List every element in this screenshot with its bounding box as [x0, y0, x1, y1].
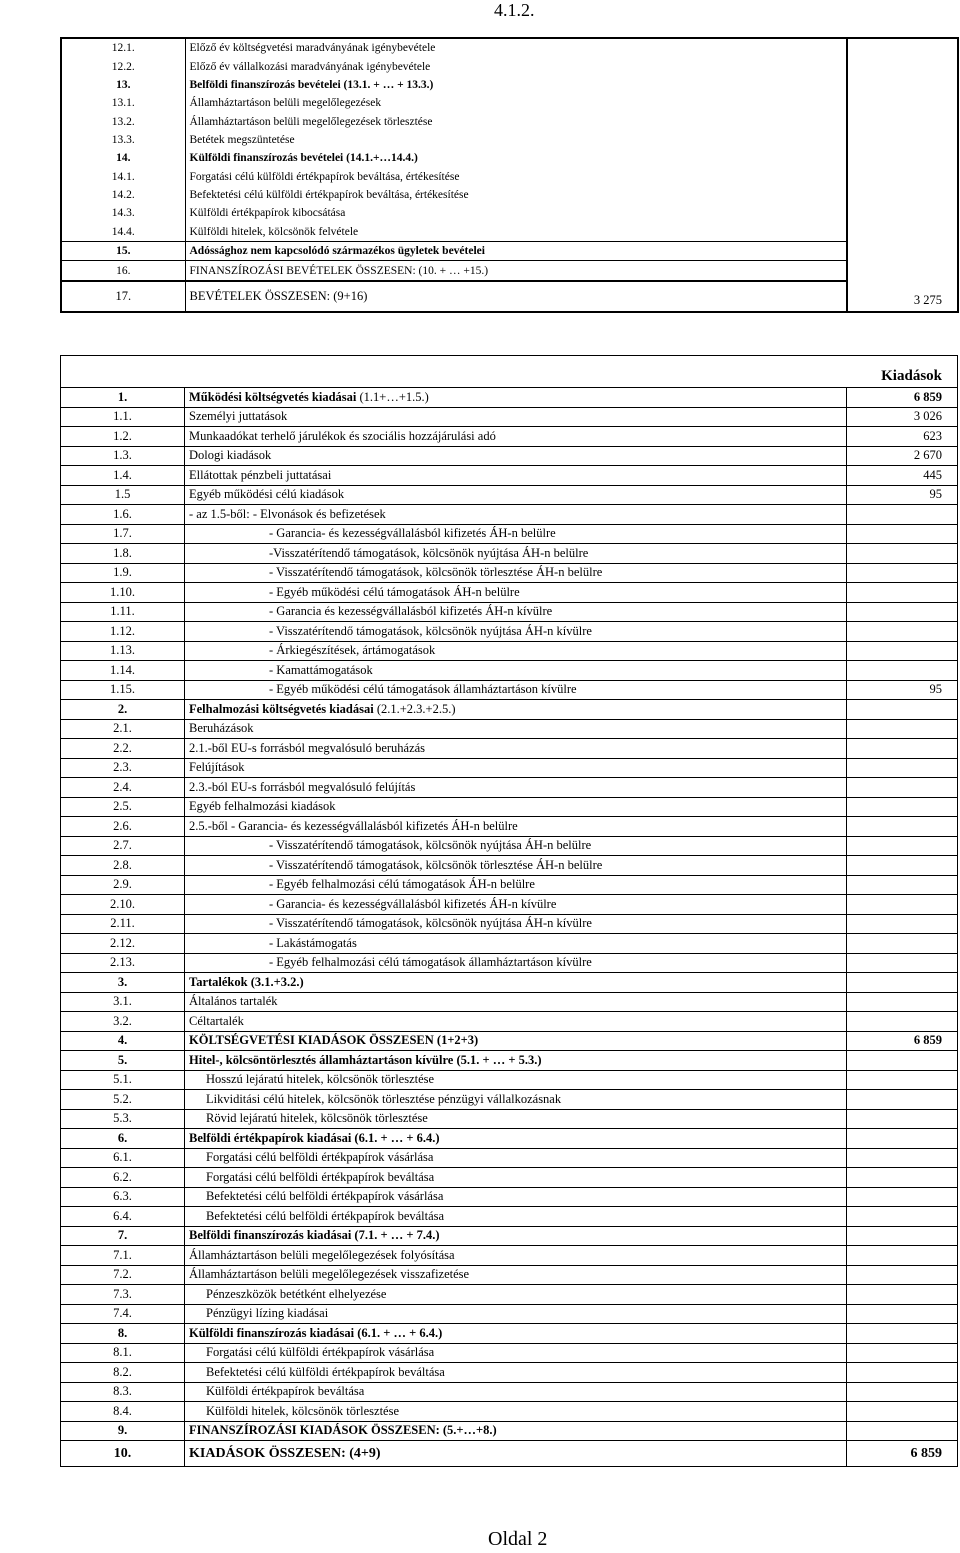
- revenue-table: [60, 37, 959, 313]
- row-label: Tartalékok (3.1.+3.2.): [185, 973, 847, 993]
- row-label: - Lakástámogatás: [185, 934, 847, 954]
- row-code: 2.11.: [61, 914, 185, 934]
- row-code: 3.: [61, 973, 185, 993]
- row-value: [847, 1051, 958, 1071]
- row-value: [847, 1012, 958, 1032]
- table-row: [61, 446, 958, 466]
- row-code: 2.7.: [61, 836, 185, 856]
- row-code: 2.12.: [61, 934, 185, 954]
- row-label: Betétek megszüntetése: [189, 133, 295, 146]
- row-code: 6.4.: [61, 1207, 185, 1227]
- row-code: 1.1.: [61, 407, 185, 427]
- row-value: [847, 895, 958, 915]
- row-value: [847, 1129, 958, 1149]
- row-code: 1.7.: [61, 524, 185, 544]
- table-row: [61, 76, 958, 94]
- table-row: [61, 1090, 958, 1110]
- row-value: [847, 1324, 958, 1344]
- row-value: [847, 778, 958, 798]
- row-code: 10.: [61, 1441, 185, 1467]
- row-value: [847, 131, 958, 149]
- row-code: 14.1.: [61, 168, 185, 186]
- row-label: - Kamattámogatások: [185, 661, 847, 681]
- row-code: 5.3.: [61, 1109, 185, 1129]
- table-row: [61, 112, 958, 130]
- row-value: [847, 953, 958, 973]
- table-row: [61, 778, 958, 798]
- table-row: [61, 1382, 958, 1402]
- row-label: - Árkiegészítések, ártámogatások: [185, 641, 847, 661]
- row-value: [847, 992, 958, 1012]
- row-label: 2.5.-ből - Garancia- és kezességvállalásból kifizetés ÁH-n belülre: [185, 817, 847, 837]
- row-value: [847, 112, 958, 130]
- row-value: 6 859: [847, 1441, 958, 1467]
- row-label: Általános tartalék: [185, 992, 847, 1012]
- row-label: Belföldi értékpapírok kiadásai (6.1. + … + 6.4.): [185, 1129, 847, 1149]
- row-value: [847, 204, 958, 222]
- row-code: 2.1.: [61, 719, 185, 739]
- expenditure-header-row: [61, 356, 958, 388]
- row-value: 2 670: [847, 446, 958, 466]
- row-label: - Visszatérítendő támogatások, kölcsönök nyújtása ÁH-n kívülre: [185, 622, 847, 642]
- table-row: [61, 1109, 958, 1129]
- row-code: 13.3.: [61, 131, 185, 149]
- row-label: 2.1.-ből EU-s forrásból megvalósuló beruházás: [185, 739, 847, 759]
- row-label: [185, 700, 847, 720]
- row-value: [847, 544, 958, 564]
- table-row: [61, 914, 958, 934]
- row-value: [847, 583, 958, 603]
- row-code: 5.2.: [61, 1090, 185, 1110]
- row-label: Pénzügyi lízing kiadásai: [185, 1304, 847, 1324]
- row-code: 14.2.: [61, 186, 185, 204]
- row-label: - Garancia- és kezességvállalásból kifizetés ÁH-n belülre: [185, 524, 847, 544]
- row-code: 8.2.: [61, 1363, 185, 1383]
- row-label: Hitel-, kölcsöntörlesztés államháztartáson kívülre (5.1. + … + 5.3.): [185, 1051, 847, 1071]
- row-code: 2.: [61, 700, 185, 720]
- row-value: [847, 1363, 958, 1383]
- table-row: [61, 505, 958, 525]
- table-row: [61, 934, 958, 954]
- row-value: [847, 914, 958, 934]
- row-value: [847, 661, 958, 681]
- table-row: [61, 1285, 958, 1305]
- row-code: 1.15.: [61, 680, 185, 700]
- row-value: [847, 1265, 958, 1285]
- row-value: [847, 602, 958, 622]
- table-row: [61, 241, 958, 260]
- row-value: [847, 261, 958, 281]
- row-label: - Garancia- és kezességvállalásból kifizetés ÁH-n kívülre: [185, 895, 847, 915]
- row-value: [847, 973, 958, 993]
- table-row: [61, 1421, 958, 1441]
- row-label: [185, 388, 847, 408]
- table-row: [61, 261, 958, 281]
- row-value: [847, 934, 958, 954]
- table-row: [61, 1343, 958, 1363]
- table-row: [61, 719, 958, 739]
- row-code: 2.9.: [61, 875, 185, 895]
- row-code: 14.: [61, 149, 185, 167]
- row-label: Rövid lejáratú hitelek, kölcsönök törlesztése: [185, 1109, 847, 1129]
- table-row: [61, 953, 958, 973]
- table-row: [61, 622, 958, 642]
- row-value: [847, 1090, 958, 1110]
- row-value: [847, 563, 958, 583]
- table-row: [61, 700, 958, 720]
- row-label: FINANSZÍROZÁSI KIADÁSOK ÖSSZESEN: (5.+…+8.): [185, 1421, 847, 1441]
- row-code: 8.4.: [61, 1402, 185, 1422]
- row-label: Befektetési célú külföldi értékpapírok beváltása, értékesítése: [189, 189, 469, 202]
- table-row: [61, 1070, 958, 1090]
- row-value: [847, 1304, 958, 1324]
- table-row: [61, 739, 958, 759]
- row-value: [847, 1226, 958, 1246]
- row-code: 6.3.: [61, 1187, 185, 1207]
- table-row: [61, 524, 958, 544]
- table-row: [61, 797, 958, 817]
- table-row: [61, 973, 958, 993]
- page-footer: Oldal 2: [488, 1528, 548, 1550]
- row-code: 1.9.: [61, 563, 185, 583]
- row-value: 3 275: [847, 281, 958, 312]
- table-row: [61, 563, 958, 583]
- row-code: 9.: [61, 1421, 185, 1441]
- row-value: [847, 223, 958, 242]
- table-row: [61, 204, 958, 222]
- row-value: [847, 1421, 958, 1441]
- table-row: [61, 131, 958, 149]
- row-label: 2.3.-ból EU-s forrásból megvalósuló felújítás: [185, 778, 847, 798]
- row-code: 16.: [61, 261, 185, 281]
- table-row: [61, 1129, 958, 1149]
- table-row: [61, 223, 958, 242]
- row-code: 4.: [61, 1031, 185, 1051]
- row-value: 95: [847, 485, 958, 505]
- row-value: [847, 875, 958, 895]
- row-label: Befektetési célú külföldi értékpapírok beváltása: [185, 1363, 847, 1383]
- table-row: [61, 388, 958, 408]
- row-label: Külföldi finanszírozás kiadásai (6.1. + … + 6.4.): [185, 1324, 847, 1344]
- row-label: Egyéb működési célú kiadások: [185, 485, 847, 505]
- row-label: BEVÉTELEK ÖSSZESEN: (9+16): [185, 281, 847, 312]
- row-code: 8.3.: [61, 1382, 185, 1402]
- row-label: - az 1.5-ből: - Elvonások és befizetések: [185, 505, 847, 525]
- row-code: 1.3.: [61, 446, 185, 466]
- row-code: 1.14.: [61, 661, 185, 681]
- row-code: 1.6.: [61, 505, 185, 525]
- table-row: [61, 1012, 958, 1032]
- row-label: - Visszatérítendő támogatások, kölcsönök nyújtása ÁH-n belülre: [185, 836, 847, 856]
- row-label: FINANSZÍROZÁSI BEVÉTELEK ÖSSZESEN: (10. + … +15.): [185, 261, 847, 281]
- row-code: 1.: [61, 388, 185, 408]
- table-row: [61, 186, 958, 204]
- row-code: 1.8.: [61, 544, 185, 564]
- row-value: 6 859: [847, 388, 958, 408]
- row-value: [847, 622, 958, 642]
- row-value: 6 859: [847, 1031, 958, 1051]
- row-code: 7.3.: [61, 1285, 185, 1305]
- row-label: - Garancia és kezességvállalásból kifizetés ÁH-n kívülre: [185, 602, 847, 622]
- row-code: 3.2.: [61, 1012, 185, 1032]
- expenditure-table: [60, 355, 958, 1467]
- row-value: [847, 94, 958, 112]
- table-row: [61, 680, 958, 700]
- row-value: [847, 1148, 958, 1168]
- row-value: [847, 739, 958, 759]
- row-code: 2.8.: [61, 856, 185, 876]
- row-label: Államháztartáson belüli megelőlegezések folyósítása: [185, 1246, 847, 1266]
- row-code: 1.5: [61, 485, 185, 505]
- row-value: [847, 524, 958, 544]
- table-row: [61, 1051, 958, 1071]
- row-value: 445: [847, 466, 958, 486]
- row-code: 8.: [61, 1324, 185, 1344]
- row-label: Forgatási célú külföldi értékpapírok beváltása, értékesítése: [189, 170, 460, 183]
- row-value: [847, 1187, 958, 1207]
- row-label: Likviditási célú hitelek, kölcsönök törlesztése pénzügyi vállalkozásnak: [185, 1090, 847, 1110]
- row-code: 13.1.: [61, 94, 185, 112]
- table-row: [61, 1246, 958, 1266]
- row-value: [847, 1168, 958, 1188]
- row-label: Személyi juttatások: [185, 407, 847, 427]
- table-row: [61, 94, 958, 112]
- row-code: 7.4.: [61, 1304, 185, 1324]
- table-row: [61, 856, 958, 876]
- row-value: [847, 168, 958, 186]
- row-label: Befektetési célú belföldi értékpapírok beváltása: [185, 1207, 847, 1227]
- table-row: [61, 1363, 958, 1383]
- row-code: 5.1.: [61, 1070, 185, 1090]
- row-label: Külföldi hitelek, kölcsönök törlesztése: [185, 1402, 847, 1422]
- table-row: [61, 1441, 958, 1467]
- row-label: Egyéb felhalmozási kiadások: [185, 797, 847, 817]
- table-row: [61, 1187, 958, 1207]
- table-row: [61, 1148, 958, 1168]
- table-row: [61, 544, 958, 564]
- row-value: [847, 1285, 958, 1305]
- row-code: 15.: [61, 241, 185, 260]
- row-code: 2.3.: [61, 758, 185, 778]
- expenditure-title: Kiadások: [61, 356, 958, 388]
- row-code: 17.: [61, 281, 185, 312]
- row-label: Pénzeszközök betétként elhelyezése: [185, 1285, 847, 1305]
- row-label: Adóssághoz nem kapcsolódó származékos ügyletek bevételei: [185, 241, 847, 260]
- row-code: 3.1.: [61, 992, 185, 1012]
- row-label-plain: (1.1+…+1.5.): [356, 389, 429, 404]
- row-label: Külföldi finanszírozás bevételei (14.1.+…14.4.): [189, 152, 418, 165]
- table-row: [61, 466, 958, 486]
- row-code: 1.13.: [61, 641, 185, 661]
- row-value: [847, 76, 958, 94]
- row-label: - Egyéb felhalmozási célú támogatások államháztartáson kívülre: [185, 953, 847, 973]
- table-row: [61, 281, 958, 312]
- row-value: [847, 1070, 958, 1090]
- row-value: [847, 1109, 958, 1129]
- row-label: Külföldi értékpapírok kibocsátása: [189, 207, 346, 220]
- document-id: 4.1.2.: [494, 0, 535, 20]
- row-code: 12.1.: [61, 38, 185, 57]
- table-row: [61, 168, 958, 186]
- table-row: [61, 992, 958, 1012]
- row-code: 2.10.: [61, 895, 185, 915]
- row-code: 14.4.: [61, 223, 185, 242]
- row-value: [847, 856, 958, 876]
- row-code: 1.2.: [61, 427, 185, 447]
- row-label: Beruházások: [185, 719, 847, 739]
- row-code: 7.2.: [61, 1265, 185, 1285]
- table-row: [61, 1265, 958, 1285]
- row-label: Belföldi finanszírozás bevételei (13.1. + … + 13.3.): [189, 78, 434, 91]
- row-label: Államháztartáson belüli megelőlegezések törlesztése: [189, 115, 433, 128]
- table-row: [61, 485, 958, 505]
- row-label: Belföldi finanszírozás kiadásai (7.1. + … + 7.4.): [185, 1226, 847, 1246]
- row-label: Államháztartáson belüli megelőlegezések: [189, 97, 382, 110]
- row-value: [847, 1343, 958, 1363]
- row-value: [847, 719, 958, 739]
- row-label-plain: (2.1.+2.3.+2.5.): [373, 701, 456, 716]
- row-label: Ellátottak pénzbeli juttatásai: [185, 466, 847, 486]
- row-value: 3 026: [847, 407, 958, 427]
- table-row: [61, 817, 958, 837]
- table-row: [61, 641, 958, 661]
- row-value: [847, 700, 958, 720]
- row-label: Külföldi hitelek, kölcsönök felvétele: [189, 225, 359, 238]
- table-row: [61, 1226, 958, 1246]
- row-label: Előző év vállalkozási maradványának igénybevétele: [189, 60, 431, 73]
- row-label: - Visszatérítendő támogatások, kölcsönök nyújtása ÁH-n kívülre: [185, 914, 847, 934]
- row-code: 8.1.: [61, 1343, 185, 1363]
- row-code: 2.13.: [61, 953, 185, 973]
- table-row: [61, 427, 958, 447]
- table-row: [61, 602, 958, 622]
- row-label: Államháztartáson belüli megelőlegezések visszafizetése: [185, 1265, 847, 1285]
- row-code: 7.1.: [61, 1246, 185, 1266]
- row-label: Előző év költségvetési maradványának igénybevétele: [189, 42, 436, 55]
- row-label: - Egyéb felhalmozási célú támogatások ÁH-n belülre: [185, 875, 847, 895]
- row-label: Befektetési célú belföldi értékpapírok vásárlása: [185, 1187, 847, 1207]
- row-value: [847, 641, 958, 661]
- row-value: [847, 1382, 958, 1402]
- table-row: [61, 38, 958, 57]
- row-code: 6.1.: [61, 1148, 185, 1168]
- row-label: Forgatási célú belföldi értékpapírok vásárlása: [185, 1148, 847, 1168]
- row-value: 623: [847, 427, 958, 447]
- row-label: Munkaadókat terhelő járulékok és szociális hozzájárulási adó: [185, 427, 847, 447]
- row-value: [847, 797, 958, 817]
- row-label-bold: Felhalmozási költségvetés kiadásai: [189, 701, 374, 716]
- row-label: -Visszatérítendő támogatások, kölcsönök nyújtása ÁH-n belülre: [185, 544, 847, 564]
- row-value: 95: [847, 680, 958, 700]
- row-code: 7.: [61, 1226, 185, 1246]
- table-row: [61, 1168, 958, 1188]
- table-row: [61, 836, 958, 856]
- table-row: [61, 1402, 958, 1422]
- table-row: [61, 1304, 958, 1324]
- row-value: [847, 836, 958, 856]
- table-row: [61, 583, 958, 603]
- row-label-bold: Működési költségvetés kiadásai: [189, 389, 357, 404]
- row-label: - Visszatérítendő támogatások, kölcsönök törlesztése ÁH-n belülre: [185, 563, 847, 583]
- row-value: [847, 241, 958, 260]
- row-value: [847, 149, 958, 167]
- table-row: [61, 407, 958, 427]
- table-row: [61, 661, 958, 681]
- row-code: 2.5.: [61, 797, 185, 817]
- row-code: 13.2.: [61, 112, 185, 130]
- row-code: 5.: [61, 1051, 185, 1071]
- row-code: 1.4.: [61, 466, 185, 486]
- row-value: [847, 57, 958, 75]
- row-code: 2.6.: [61, 817, 185, 837]
- row-value: [847, 817, 958, 837]
- table-row: [61, 1207, 958, 1227]
- table-row: [61, 149, 958, 167]
- row-label: KÖLTSÉGVETÉSI KIADÁSOK ÖSSZESEN (1+2+3): [185, 1031, 847, 1051]
- row-value: [847, 1402, 958, 1422]
- table-row: [61, 875, 958, 895]
- row-label: Hosszú lejáratú hitelek, kölcsönök törlesztése: [185, 1070, 847, 1090]
- row-code: 13.: [61, 76, 185, 94]
- row-value: [847, 758, 958, 778]
- row-label: Céltartalék: [185, 1012, 847, 1032]
- table-row: [61, 57, 958, 75]
- row-code: 6.2.: [61, 1168, 185, 1188]
- table-row: [61, 1324, 958, 1344]
- row-label: - Egyéb működési célú támogatások államháztartáson kívülre: [185, 680, 847, 700]
- row-value: [847, 1207, 958, 1227]
- row-value: [847, 1246, 958, 1266]
- row-code: 14.3.: [61, 204, 185, 222]
- row-code: 2.4.: [61, 778, 185, 798]
- table-row: [61, 895, 958, 915]
- row-code: 1.10.: [61, 583, 185, 603]
- table-row: [61, 758, 958, 778]
- row-code: 1.12.: [61, 622, 185, 642]
- row-label: Felújítások: [185, 758, 847, 778]
- row-label: KIADÁSOK ÖSSZESEN: (4+9): [185, 1441, 847, 1467]
- row-value: [847, 186, 958, 204]
- table-row: [61, 1031, 958, 1051]
- row-label: Forgatási célú belföldi értékpapírok beváltása: [185, 1168, 847, 1188]
- row-code: 12.2.: [61, 57, 185, 75]
- row-label: Forgatási célú külföldi értékpapírok vásárlása: [185, 1343, 847, 1363]
- row-label: - Egyéb működési célú támogatások ÁH-n belülre: [185, 583, 847, 603]
- row-label: - Visszatérítendő támogatások, kölcsönök törlesztése ÁH-n belülre: [185, 856, 847, 876]
- row-label: Dologi kiadások: [185, 446, 847, 466]
- row-code: 6.: [61, 1129, 185, 1149]
- row-value: [847, 38, 958, 57]
- row-code: 2.2.: [61, 739, 185, 759]
- row-label: Külföldi értékpapírok beváltása: [185, 1382, 847, 1402]
- row-code: 1.11.: [61, 602, 185, 622]
- row-value: [847, 505, 958, 525]
